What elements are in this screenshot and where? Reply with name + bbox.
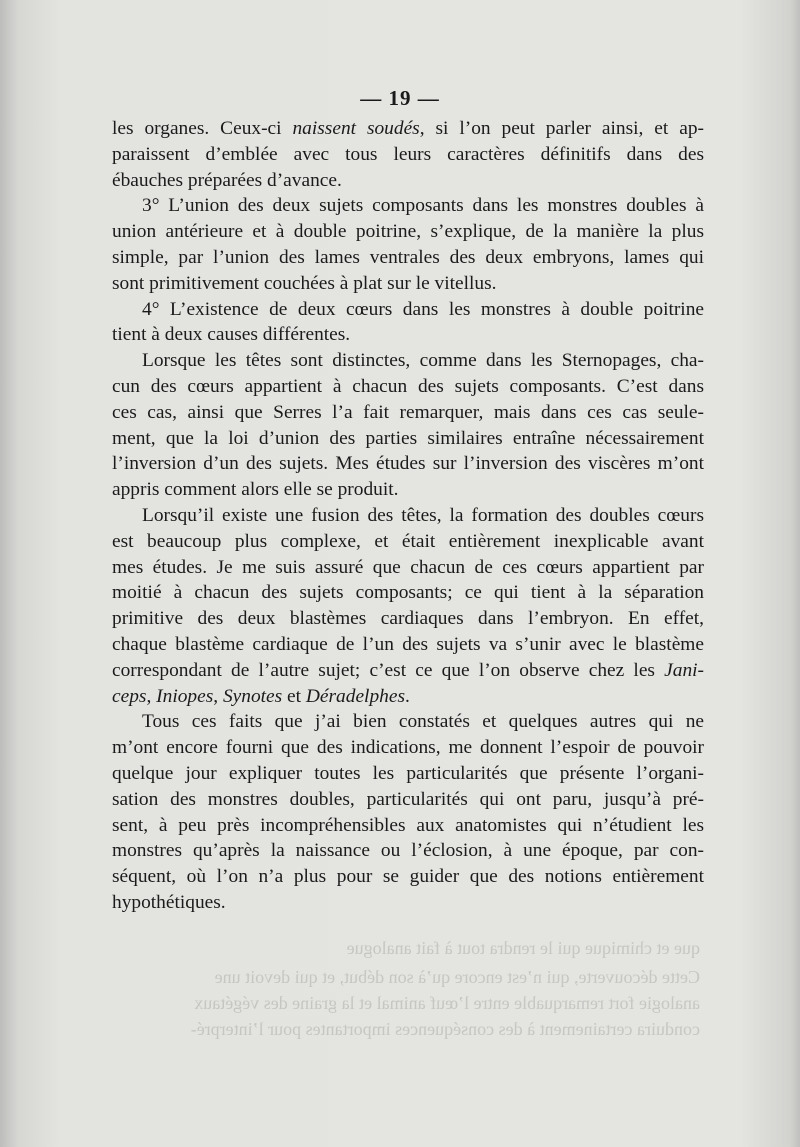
bleed-through-line: Cette découverte, qui n’est encore qu’à son début, et qui devoit une [214, 967, 700, 987]
text-line [112, 503, 704, 529]
text-run: primitive des deux blastèmes cardiaques dans l’embryon. En effet, [112, 608, 704, 630]
text-run: correspondant de l’autre sujet; c’est ce que l’on observe chez les [112, 659, 665, 681]
text-run: , si l’on peut parler ainsi, et ap- [419, 118, 704, 139]
text-line [112, 684, 704, 710]
text-run: ébauches préparées d’avance. [112, 169, 342, 191]
text-run: tient à deux causes différentes. [112, 324, 351, 346]
text-line [112, 426, 704, 452]
text-line [112, 606, 704, 632]
text-run: , [213, 685, 223, 707]
text-run: 3° L’union des deux sujets composants dans les monstres doubles à [142, 195, 704, 217]
text-line [112, 374, 704, 400]
text-run: Lorsque les têtes sont distinctes, comme dans les Sternopages, cha- [142, 350, 704, 372]
text-line [112, 838, 704, 864]
text-line [112, 193, 704, 219]
text-run: sent, à peu près incompréhensibles aux anatomistes qui n’étudient les [112, 814, 704, 836]
text-line [112, 735, 704, 761]
text-run: sont primitivement couchées à plat sur le vitellus. [112, 272, 497, 294]
body-text [112, 116, 704, 916]
text-line [112, 297, 704, 323]
text-run: séquent, où l’on n’a plus pour se guider que des notions entièrement [112, 866, 704, 888]
text-run: Lorsqu’il existe une fusion des têtes, la formation des doubles cœurs [142, 504, 704, 526]
text-run: , [146, 685, 157, 707]
text-line [112, 555, 704, 581]
text-line [112, 322, 704, 348]
text-run: paraissent d’emblée avec tous leurs caractères définitifs dans des [112, 143, 704, 165]
bleed-through-line: analogie fort remarquable entre l’œuf animal et la graine des végétaux [194, 993, 700, 1013]
text-run: moitié à chacun des sujets composants; ce qui tient à la séparation [112, 582, 704, 604]
text-run: chaque blastème cardiaque de l’un des sujets va s’unir avec le blastème [112, 633, 704, 655]
text-run: appris comment alors elle se produit. [112, 479, 399, 501]
italic-text-run: ceps [112, 685, 147, 707]
text-line [112, 580, 704, 606]
text-run: est beaucoup plus complexe, et était entièrement inexplicable avant [112, 530, 704, 552]
italic-text-run: Déradelphes [305, 685, 405, 707]
text-run: ces cas, ainsi que Serres l’a fait remarquer, mais dans ces cas seule- [112, 401, 704, 423]
text-line [112, 890, 704, 916]
text-line [112, 400, 704, 426]
text-run: et [282, 685, 306, 707]
text-run: m’ont encore fourni que des indications, me donnent l’espoir de pouvoir [112, 737, 704, 759]
text-line [112, 348, 704, 374]
text-line [112, 168, 704, 194]
text-run: sation des monstres doubles, particularités qui ont paru, jusqu’à pré- [112, 788, 704, 810]
text-run: mes études. Je me suis assuré que chacun de ces cœurs appartient par [112, 556, 704, 578]
italic-text-run: Jani- [664, 659, 704, 681]
text-line [112, 658, 704, 684]
text-run: . [405, 685, 410, 707]
text-run: Tous ces faits que j’ai bien constatés et quelques autres qui ne [142, 711, 704, 733]
italic-text-run: Iniopes [156, 685, 214, 707]
text-line [112, 709, 704, 735]
text-run: les organes. Ceux-ci [112, 118, 293, 139]
text-line [112, 142, 704, 168]
italic-text-run: Synotes [222, 685, 283, 707]
text-run: hypothétiques. [112, 891, 226, 913]
text-line [112, 813, 704, 839]
text-line [112, 761, 704, 787]
text-run: l’inversion d’un des sujets. Mes études sur l’inversion des viscères m’ont [112, 453, 704, 475]
text-run: quelque jour expliquer toutes les particularités que présente l’organi- [112, 762, 704, 784]
text-line [112, 245, 704, 271]
text-line [112, 219, 704, 245]
page-number: — 19 — [360, 86, 440, 110]
text-line [112, 529, 704, 555]
text-run: union antérieure et à double poitrine, s’explique, de la manière la plus [112, 221, 704, 243]
text-run: 4° L’existence de deux cœurs dans les monstres à double poitrine [142, 298, 704, 320]
text-line [112, 116, 704, 142]
text-line [112, 864, 704, 890]
text-line [112, 271, 704, 297]
text-line [112, 477, 704, 503]
bleed-through-line: que et chimique qui le rendra tout à fait analogue [346, 938, 700, 958]
italic-text-run: naissent soudés [292, 118, 420, 139]
text-line [112, 632, 704, 658]
text-run: ment, que la loi d’union des parties similaires entraîne nécessairement [112, 427, 704, 449]
text-line [112, 787, 704, 813]
text-run: simple, par l’union des lames ventrales des deux embryons, lames qui [112, 246, 704, 268]
text-run: cun des cœurs appartient à chacun des sujets composants. C’est dans [112, 375, 704, 397]
text-line [112, 451, 704, 477]
text-run: monstres qu’après la naissance ou l’éclosion, à une époque, par con- [112, 840, 704, 862]
bleed-through-line: conduira certainement à des conséquences importantes pour l’interpré- [190, 1019, 700, 1039]
